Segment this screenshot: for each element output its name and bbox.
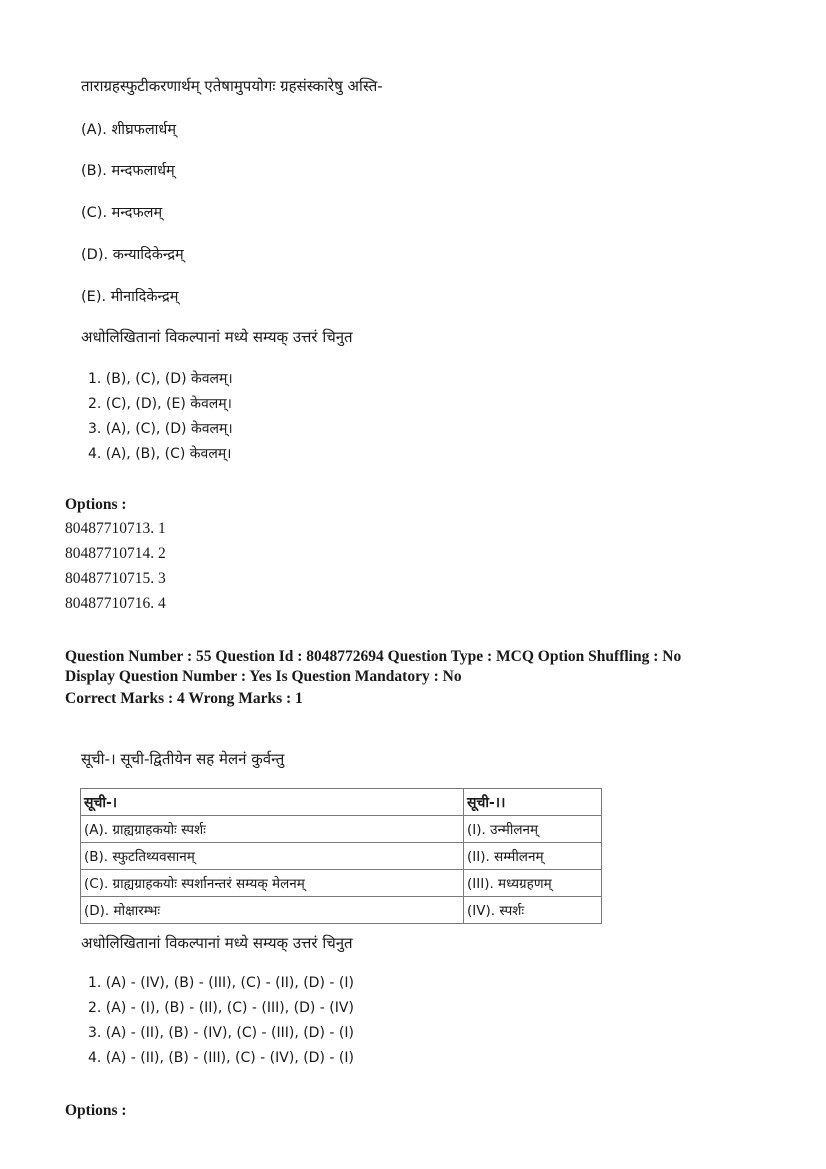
list-2-item-iii: (III). मध्यग्रहणम्	[464, 870, 602, 897]
q55-choice-4: 4. (A) - (II), (B) - (III), (C) - (IV), (D) - (I)	[88, 1050, 354, 1066]
q55-choice-2: 2. (A) - (I), (B) - (II), (C) - (III), (D) - (IV)	[88, 1000, 354, 1016]
table-row	[81, 870, 602, 897]
q55-meta-line-3: Correct Marks : 4 Wrong Marks : 1	[65, 690, 303, 707]
list-1-header: सूची-।	[81, 789, 464, 816]
q54-option-id-4: 80487710716. 4	[65, 595, 166, 612]
q55-choice-3: 3. (A) - (II), (B) - (IV), (C) - (III), (D) - (I)	[88, 1025, 354, 1041]
table-row	[81, 816, 602, 843]
list-1-item-b: (B). स्फुटतिथ्यवसानम्	[81, 843, 464, 870]
q54-option-c: (C). मन्दफलम्	[81, 205, 163, 221]
list-1-item-c: (C). ग्राह्यग्राहकयोः स्पर्शानन्तरं सम्यक् मेलनम्	[81, 870, 464, 897]
list-2-item-ii: (II). सम्मीलनम्	[464, 843, 602, 870]
list-2-item-i: (I). उन्मीलनम्	[464, 816, 602, 843]
q55-instruction: अधोलिखितानां विकल्पानां मध्ये सम्यक् उत्तरं चिनुत	[81, 934, 353, 952]
list-2-item-iv: (IV). स्पर्शः	[464, 897, 602, 924]
q54-option-d: (D). कन्यादिकेन्द्रम्	[81, 247, 184, 263]
q54-stem: ताराग्रहस्फुटीकरणार्थम् एतेषामुपयोगः ग्रहसंस्कारेषु अस्ति-	[81, 77, 383, 95]
q55-choice-1: 1. (A) - (IV), (B) - (III), (C) - (II), (D) - (I)	[88, 975, 354, 991]
table-row	[81, 843, 602, 870]
table-row	[81, 897, 602, 924]
q55-options-label: Options :	[65, 1102, 127, 1119]
q54-options-label: Options :	[65, 496, 127, 513]
q54-choice-4: 4. (A), (B), (C) केवलम्।	[88, 446, 232, 462]
match-table	[80, 788, 602, 924]
q54-instruction: अधोलिखितानां विकल्पानां मध्ये सम्यक् उत्तरं चिनुत	[81, 328, 353, 346]
q55-meta-line-2: Display Question Number : Yes Is Question Mandatory : No	[65, 668, 462, 685]
q54-option-b: (B). मन्दफलार्धम्	[81, 163, 175, 179]
q54-choice-2: 2. (C), (D), (E) केवलम्।	[88, 396, 232, 412]
q54-option-e: (E). मीनादिकेन्द्रम्	[81, 289, 179, 305]
q54-option-id-3: 80487710715. 3	[65, 570, 166, 587]
q55-meta-line-1: Question Number : 55 Question Id : 8048772694 Question Type : MCQ Option Shuffling : No	[65, 648, 682, 665]
q54-choice-1: 1. (B), (C), (D) केवलम्।	[88, 371, 233, 387]
q54-option-id-2: 80487710714. 2	[65, 545, 166, 562]
list-2-header: सूची-।।	[464, 789, 602, 816]
match-table-header	[81, 789, 602, 816]
q54-option-a: (A). शीघ्रफलार्धम्	[81, 122, 176, 138]
q54-choice-3: 3. (A), (C), (D) केवलम्।	[88, 421, 233, 437]
q55-stem: सूची-। सूची-द्वितीयेन सह मेलनं कुर्वन्तु	[81, 750, 285, 768]
list-1-item-d: (D). मोक्षारम्भः	[81, 897, 464, 924]
q54-option-id-1: 80487710713. 1	[65, 520, 166, 537]
list-1-item-a: (A). ग्राह्यग्राहकयोः स्पर्शः	[81, 816, 464, 843]
